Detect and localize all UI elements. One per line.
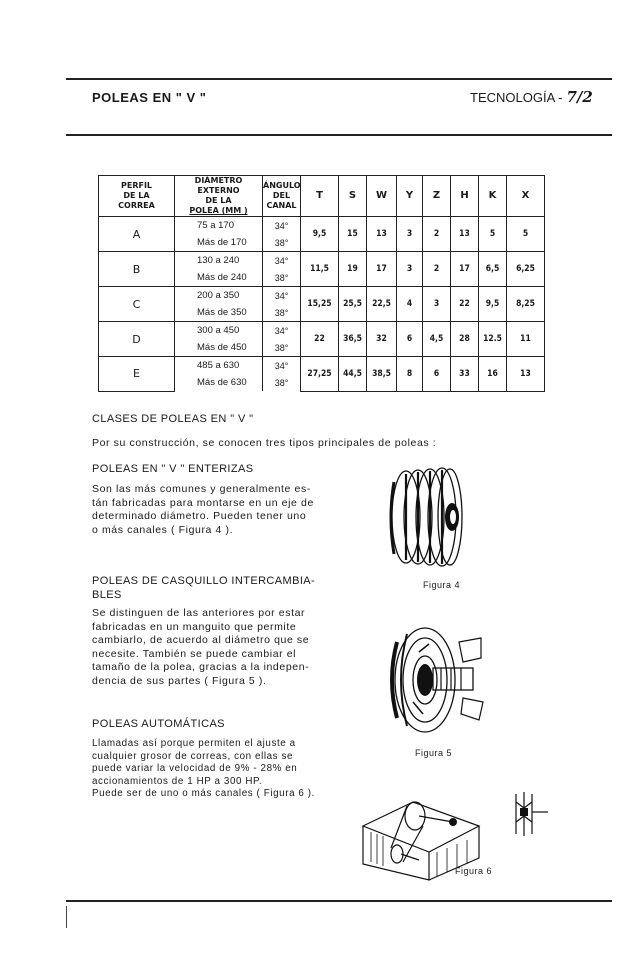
header-profile-line: DE LA	[123, 191, 150, 200]
paragraph-line: Se distinguen de las anteriores por estar	[92, 607, 306, 619]
dimension-value-cell: 2	[423, 217, 451, 252]
dimension-value-cell: 17	[367, 252, 397, 287]
dimension-value-cell: 12.5	[479, 322, 507, 357]
dimension-value-cell: 4	[397, 287, 423, 322]
figure-4-caption: Figura 4	[423, 580, 461, 590]
header-angle	[263, 176, 301, 217]
diameter-range-cell: 130 a 240	[175, 252, 263, 270]
paragraph-line: cambiarlo, de acuerdo al diámetro que se	[92, 634, 310, 646]
diameter-above-cell: Más de 350	[175, 304, 263, 322]
paragraph-line: Llamadas así porque permiten el ajuste a	[92, 738, 296, 749]
section-label	[470, 88, 593, 106]
belt-profile-cell: D	[99, 322, 175, 357]
paragraph-line: accionamientos de 1 HP a 300 HP.	[92, 775, 263, 787]
diameter-above-cell: Más de 450	[175, 339, 263, 357]
dimension-value-cell: 32	[367, 322, 397, 357]
paragraph-line: dencia de sus partes ( Figura 5 ).	[92, 674, 267, 687]
footer-rule	[66, 900, 612, 902]
figure-4-solid-pulley-illustration	[384, 462, 470, 574]
table-row	[99, 217, 545, 235]
dimension-value-cell: 36,5	[339, 322, 367, 357]
header-diameter	[175, 176, 263, 217]
dimension-value-cell: 6	[423, 357, 451, 392]
dimension-value-cell: 16	[479, 357, 507, 392]
dimension-value-cell: 27,25	[301, 357, 339, 392]
automatic-pulleys-heading: POLEAS AUTOMÁTICAS	[92, 718, 225, 730]
header-profile	[99, 176, 175, 217]
dimension-value-cell: 15	[339, 217, 367, 252]
groove-angle-cell: 34°	[263, 252, 301, 270]
belt-profile-cell: E	[99, 357, 175, 392]
figure-5-bushing-pulley-illustration	[383, 622, 489, 740]
table-row	[99, 357, 545, 375]
header-angle-line: CANAL	[266, 201, 297, 210]
groove-angle-cell: 38°	[263, 269, 301, 287]
dimension-value-cell: 6,25	[507, 252, 545, 287]
groove-angle-cell: 38°	[263, 304, 301, 322]
header-top-rule	[66, 78, 612, 80]
paragraph-line: tamaño de la polea, gracias a la indepen-	[92, 661, 310, 673]
diameter-range-cell: 75 a 170	[175, 217, 263, 235]
dimension-value-cell: 33	[451, 357, 479, 392]
dimension-value-cell: 13	[451, 217, 479, 252]
dimension-value-cell: 22	[451, 287, 479, 322]
paragraph-line: o más canales ( Figura 4 ).	[92, 523, 234, 536]
dimension-value-cell: 19	[339, 252, 367, 287]
header-diameter-line: DE LA	[205, 196, 232, 205]
groove-angle-cell: 34°	[263, 322, 301, 340]
figure-5-caption: Figura 5	[415, 748, 453, 758]
header-angle-line: DEL	[272, 191, 291, 200]
dimension-value-cell: 17	[451, 252, 479, 287]
bushing-pulleys-heading	[92, 574, 315, 602]
groove-angle-cell: 34°	[263, 287, 301, 305]
belt-profile-cell: B	[99, 252, 175, 287]
solid-pulleys-heading: POLEAS EN " V " ENTERIZAS	[92, 463, 254, 475]
table-row	[99, 252, 545, 270]
dimension-value-cell: 6,5	[479, 252, 507, 287]
classes-heading: CLASES DE POLEAS EN " V "	[92, 413, 254, 425]
paragraph-line: determinado diámetro. Pueden tener uno	[92, 510, 307, 522]
header-profile-line: CORREA	[118, 201, 155, 210]
pulley-dimensions-table	[98, 175, 545, 392]
solid-pulleys-paragraph	[92, 483, 314, 537]
column-header: Z	[423, 176, 451, 217]
diameter-range-cell: 485 a 630	[175, 357, 263, 375]
dimension-value-cell: 13	[507, 357, 545, 392]
header-profile-line: PERFIL	[120, 181, 153, 190]
paragraph-line: necesite. También se puede cambiar el	[92, 647, 297, 660]
automatic-pulleys-paragraph	[92, 738, 315, 801]
dimension-value-cell: 4,5	[423, 322, 451, 357]
dimension-value-cell: 13	[367, 217, 397, 252]
dimension-value-cell: 9,5	[301, 217, 339, 252]
page-title: POLEAS EN " V "	[92, 90, 207, 105]
diameter-above-cell: Más de 240	[175, 269, 263, 287]
groove-angle-cell: 38°	[263, 234, 301, 252]
figure-6-pulley-section-detail	[508, 788, 552, 840]
dimension-value-cell: 44,5	[339, 357, 367, 392]
bushing-pulleys-paragraph	[92, 607, 309, 688]
column-header: X	[507, 176, 545, 217]
margin-mark	[66, 906, 67, 928]
dimension-value-cell: 9,5	[479, 287, 507, 322]
diameter-range-cell: 300 a 450	[175, 322, 263, 340]
belt-profile-cell: A	[99, 217, 175, 252]
column-header: Y	[397, 176, 423, 217]
paragraph-line: cualquier grosor de correas, con ellas se	[92, 750, 294, 762]
dimension-value-cell: 22,5	[367, 287, 397, 322]
dimension-value-cell: 11,5	[301, 252, 339, 287]
column-header: H	[451, 176, 479, 217]
groove-angle-cell: 34°	[263, 217, 301, 235]
dimension-value-cell: 5	[507, 217, 545, 252]
paragraph-line: Son las más comunes y generalmente es-	[92, 483, 311, 495]
column-header: T	[301, 176, 339, 217]
paragraph-line: tán fabricadas para montarse en un eje de	[92, 496, 314, 509]
header-diameter-line: DIÁMETRO EXTERNO	[194, 176, 243, 195]
paragraph-line: puede variar la velocidad de 9% - 28% en	[92, 763, 298, 774]
diameter-range-cell: 200 a 350	[175, 287, 263, 305]
dimension-value-cell: 22	[301, 322, 339, 357]
column-header: W	[367, 176, 397, 217]
dimension-value-cell: 38,5	[367, 357, 397, 392]
dimension-value-cell: 15,25	[301, 287, 339, 322]
groove-angle-cell: 38°	[263, 374, 301, 391]
diameter-above-cell: Más de 630	[175, 374, 263, 391]
table-row	[99, 287, 545, 305]
dimension-value-cell: 8	[397, 357, 423, 392]
dimension-value-cell: 3	[397, 252, 423, 287]
figure-6-caption: Figura 6	[455, 866, 493, 876]
section-name: TECNOLOGÍA -	[470, 90, 563, 105]
heading-line: BLES	[92, 589, 122, 601]
belt-profile-cell: C	[99, 287, 175, 322]
column-header: S	[339, 176, 367, 217]
dimension-value-cell: 2	[423, 252, 451, 287]
intro-paragraph: Por su construcción, se conocen tres tipos principales de poleas :	[92, 437, 437, 449]
dimension-value-cell: 11	[507, 322, 545, 357]
diameter-above-cell: Más de 170	[175, 234, 263, 252]
dimension-value-cell: 3	[423, 287, 451, 322]
paragraph-line: fabricadas en un manguito que permite	[92, 620, 297, 633]
table-header-row	[99, 176, 545, 217]
dimension-value-cell: 6	[397, 322, 423, 357]
dimension-value-cell: 25,5	[339, 287, 367, 322]
header-bottom-rule	[66, 134, 612, 136]
paragraph-line: Puede ser de uno o más canales ( Figura 6 ).	[92, 788, 315, 799]
table-row	[99, 322, 545, 340]
dimension-value-cell: 3	[397, 217, 423, 252]
dimension-value-cell: 8,25	[507, 287, 545, 322]
column-header: K	[479, 176, 507, 217]
dimension-value-cell: 28	[451, 322, 479, 357]
groove-angle-cell: 38°	[263, 339, 301, 357]
groove-angle-cell: 34°	[263, 357, 301, 375]
header-angle-line: ÁNGULO	[263, 181, 301, 190]
page-number: 7/2	[566, 88, 593, 106]
heading-line: POLEAS DE CASQUILLO INTERCAMBIA-	[92, 575, 316, 587]
header-diameter-line: POLEA (MM )	[189, 206, 248, 215]
dimension-value-cell: 5	[479, 217, 507, 252]
